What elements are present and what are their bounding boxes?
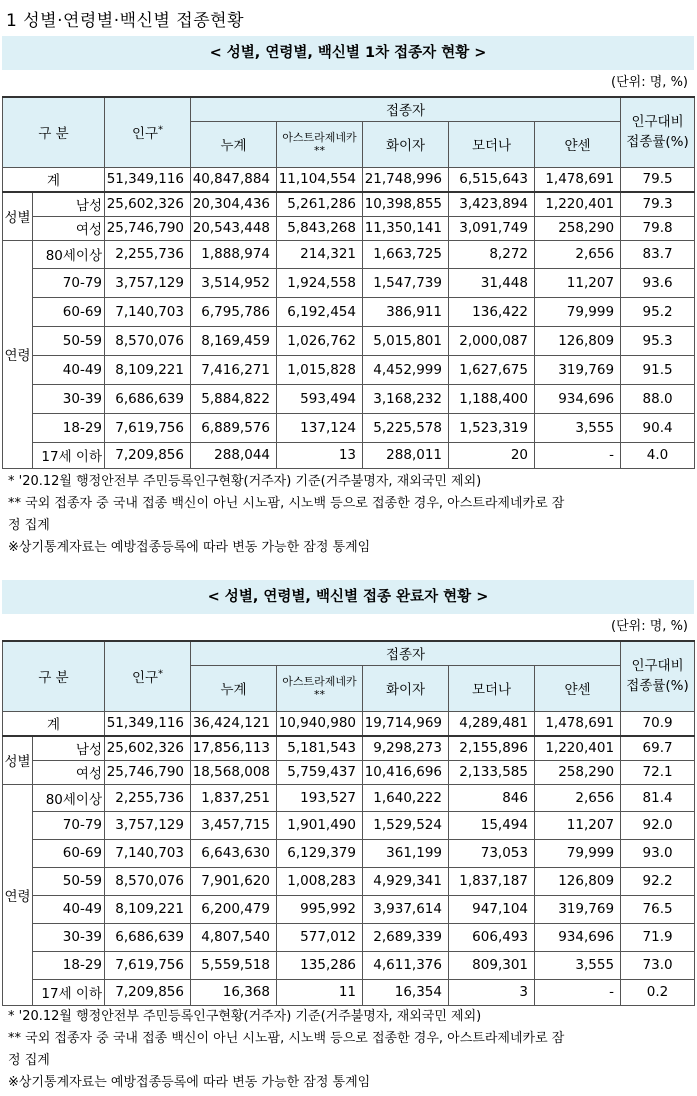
table-cell: 31,448 (449, 268, 535, 297)
table-cell: 95.3 (621, 326, 695, 355)
header-rate: 인구대비 접종률(%) (621, 641, 695, 711)
table-cell: 4,289,481 (449, 711, 535, 736)
table-cell: 20 (449, 442, 535, 468)
table-cell: 21,748,996 (363, 167, 449, 192)
table-cell: 72.1 (621, 760, 695, 784)
table-cell: 1,523,319 (449, 413, 535, 442)
note-line: ** 국외 접종자 중 국내 접종 백신이 아닌 시노팜, 시노백 등으로 접종한 경우, 아스트라제네카로 잠 (8, 1030, 565, 1046)
table-cell: 8,570,076 (105, 867, 191, 895)
header-population: 인구* (105, 97, 191, 167)
table-cell: 4,611,376 (363, 951, 449, 979)
table-cell: 6,686,639 (105, 384, 191, 413)
table-cell: 4,807,540 (191, 923, 277, 951)
table-cell: 25,746,790 (105, 760, 191, 784)
table-cell: 846 (449, 784, 535, 811)
table-cell: 76.5 (621, 895, 695, 923)
table-row-age (3, 811, 695, 839)
table-cell: 1,015,828 (277, 355, 363, 384)
table-cell: 5,759,437 (277, 760, 363, 784)
row-group-age: 연령 (3, 240, 33, 468)
table-row-age (3, 268, 695, 297)
table-cell: 16,368 (191, 979, 277, 1005)
table-cell: 83.7 (621, 240, 695, 268)
header-moderna: 모더나 (449, 665, 535, 711)
row-label: 여성 (33, 760, 105, 784)
table-cell: 79,999 (535, 839, 621, 867)
table-cell: 3,757,129 (105, 811, 191, 839)
table-cell: 288,044 (191, 442, 277, 468)
table-cell: 3,555 (535, 413, 621, 442)
table-cell: 1,026,762 (277, 326, 363, 355)
table-cell: 0.2 (621, 979, 695, 1005)
table-cell: 3,457,715 (191, 811, 277, 839)
table-cell: 11,104,554 (277, 167, 363, 192)
row-label: 60-69 (33, 297, 105, 326)
table-cell: 193,527 (277, 784, 363, 811)
table-cell: 3,091,749 (449, 216, 535, 240)
table-row-age (3, 413, 695, 442)
row-label: 80세이상 (33, 240, 105, 268)
table-cell: 73.0 (621, 951, 695, 979)
header-recipients: 접종자 (191, 641, 621, 665)
table-cell: 137,124 (277, 413, 363, 442)
note-line: 정 집계 (8, 1052, 50, 1068)
header-total: 누계 (191, 121, 277, 167)
table-cell: 79,999 (535, 297, 621, 326)
table-cell: 593,494 (277, 384, 363, 413)
table-cell: 3,937,614 (363, 895, 449, 923)
row-label: 40-49 (33, 355, 105, 384)
row-label: 남성 (33, 192, 105, 216)
first-dose-title: < 성별, 연령별, 백신별 1차 접종자 현황 > (2, 36, 694, 70)
complete-dose-notes (2, 1006, 694, 1094)
table-cell: 4,452,999 (363, 355, 449, 384)
table-cell: 2,255,736 (105, 240, 191, 268)
table-cell: 1,901,490 (277, 811, 363, 839)
table-cell: 2,689,339 (363, 923, 449, 951)
table-cell: 81.4 (621, 784, 695, 811)
table-cell: 1,188,400 (449, 384, 535, 413)
table-cell: 3,423,894 (449, 192, 535, 216)
header-rate: 인구대비 접종률(%) (621, 97, 695, 167)
row-label: 남성 (33, 736, 105, 760)
table-cell: 18,568,008 (191, 760, 277, 784)
table-cell: 93.6 (621, 268, 695, 297)
table-cell: 25,602,326 (105, 192, 191, 216)
table-cell: 1,220,401 (535, 736, 621, 760)
table-row-total (3, 711, 695, 736)
table-cell: 5,261,286 (277, 192, 363, 216)
table-cell: 25,746,790 (105, 216, 191, 240)
table-cell: 51,349,116 (105, 167, 191, 192)
table-cell: 3 (449, 979, 535, 1005)
table-cell: 1,924,558 (277, 268, 363, 297)
complete-dose-title: < 성별, 연령별, 백신별 접종 완료자 현황 > (2, 580, 694, 614)
table-cell: 51,349,116 (105, 711, 191, 736)
complete-dose-section (2, 580, 694, 1094)
table-cell: 79.3 (621, 192, 695, 216)
header-total: 누계 (191, 665, 277, 711)
table-cell: - (535, 442, 621, 468)
table-cell: 10,416,696 (363, 760, 449, 784)
table-cell: 288,011 (363, 442, 449, 468)
table-row-male (3, 736, 695, 760)
table-cell: 386,911 (363, 297, 449, 326)
table-row-male (3, 192, 695, 216)
table-cell: 17,856,113 (191, 736, 277, 760)
row-label: 70-79 (33, 811, 105, 839)
table-cell: 7,619,756 (105, 413, 191, 442)
table-cell: 3,757,129 (105, 268, 191, 297)
table-cell: 15,494 (449, 811, 535, 839)
note-line: ** 국외 접종자 중 국내 접종 백신이 아닌 시노팜, 시노백 등으로 접종한 경우, 아스트라제네카로 잠 (8, 495, 565, 511)
table-cell: 36,424,121 (191, 711, 277, 736)
table-cell: 2,133,585 (449, 760, 535, 784)
table-cell: 4,929,341 (363, 867, 449, 895)
table-row-female (3, 216, 695, 240)
table-cell: 40,847,884 (191, 167, 277, 192)
table-cell: 5,181,543 (277, 736, 363, 760)
table-row-age (3, 895, 695, 923)
row-label: 50-59 (33, 326, 105, 355)
table-cell: 947,104 (449, 895, 535, 923)
table-cell: 11,207 (535, 268, 621, 297)
table-cell: 2,000,087 (449, 326, 535, 355)
table-row-age (3, 923, 695, 951)
table-cell: 9,298,273 (363, 736, 449, 760)
row-group-age: 연령 (3, 784, 33, 1005)
table-cell: 25,602,326 (105, 736, 191, 760)
header-group: 구 분 (3, 97, 105, 167)
table-cell: 92.2 (621, 867, 695, 895)
table-cell: 8,109,221 (105, 895, 191, 923)
table-cell: 73,053 (449, 839, 535, 867)
first-dose-table (2, 96, 695, 469)
table-cell: 2,656 (535, 784, 621, 811)
table-cell: 258,290 (535, 760, 621, 784)
table-cell: 135,286 (277, 951, 363, 979)
table-cell: 5,015,801 (363, 326, 449, 355)
table-row-age (3, 839, 695, 867)
table-cell: 258,290 (535, 216, 621, 240)
table-cell: 1,837,251 (191, 784, 277, 811)
row-label: 30-39 (33, 923, 105, 951)
table-cell: 1,663,725 (363, 240, 449, 268)
table-cell: 6,795,786 (191, 297, 277, 326)
note-line: * '20.12월 행정안전부 주민등록인구현황(거주자) 기준(거주불명자, 재외국민 제외) (8, 1008, 482, 1024)
row-label: 60-69 (33, 839, 105, 867)
row-label: 70-79 (33, 268, 105, 297)
header-janssen: 얀센 (535, 665, 621, 711)
header-population: 인구* (105, 641, 191, 711)
table-cell: 88.0 (621, 384, 695, 413)
table-row-age (3, 240, 695, 268)
row-group-sex: 성별 (3, 192, 33, 240)
table-cell: 3,168,232 (363, 384, 449, 413)
table-cell: 4.0 (621, 442, 695, 468)
table-cell: 71.9 (621, 923, 695, 951)
table-cell: 11,207 (535, 811, 621, 839)
table-cell: 361,199 (363, 839, 449, 867)
table-cell: 995,992 (277, 895, 363, 923)
table-cell: 606,493 (449, 923, 535, 951)
table-cell: 5,559,518 (191, 951, 277, 979)
table-cell: 7,901,620 (191, 867, 277, 895)
table-cell: 319,769 (535, 355, 621, 384)
table-cell: - (535, 979, 621, 1005)
table-cell: 93.0 (621, 839, 695, 867)
table-cell: 70.9 (621, 711, 695, 736)
table-cell: 1,837,187 (449, 867, 535, 895)
table-cell: 79.8 (621, 216, 695, 240)
table-cell: 8,109,221 (105, 355, 191, 384)
row-label: 18-29 (33, 413, 105, 442)
table-row-age (3, 784, 695, 811)
table-cell: 6,515,643 (449, 167, 535, 192)
table-row-age (3, 442, 695, 468)
table-cell: 7,209,856 (105, 979, 191, 1005)
page-heading: 1 성별·연령별·백신별 접종현황 (6, 11, 244, 31)
table-row-age (3, 384, 695, 413)
table-cell: 6,686,639 (105, 923, 191, 951)
table-cell: 2,255,736 (105, 784, 191, 811)
row-label: 17세 이하 (33, 442, 105, 468)
table-cell: 1,478,691 (535, 167, 621, 192)
header-astra: 아스트라제네카 ** (277, 121, 363, 167)
first-dose-unit: (단위: 명, %) (2, 70, 694, 96)
note-line: * '20.12월 행정안전부 주민등록인구현황(거주자) 기준(거주불명자, 재외국민 제외) (8, 473, 482, 489)
table-cell: 8,169,459 (191, 326, 277, 355)
table-row-age (3, 951, 695, 979)
table-cell: 2,155,896 (449, 736, 535, 760)
header-recipients: 접종자 (191, 97, 621, 121)
header-moderna: 모더나 (449, 121, 535, 167)
first-dose-section (2, 36, 694, 559)
table-cell: 79.5 (621, 167, 695, 192)
row-label: 여성 (33, 216, 105, 240)
table-row-age (3, 867, 695, 895)
complete-dose-unit: (단위: 명, %) (2, 614, 694, 640)
table-cell: 7,619,756 (105, 951, 191, 979)
table-cell: 91.5 (621, 355, 695, 384)
table-cell: 10,398,855 (363, 192, 449, 216)
table-cell: 126,809 (535, 867, 621, 895)
row-label: 18-29 (33, 951, 105, 979)
table-cell: 809,301 (449, 951, 535, 979)
header-pfizer: 화이자 (363, 121, 449, 167)
table-row-female (3, 760, 695, 784)
table-row-age (3, 326, 695, 355)
table-cell: 7,209,856 (105, 442, 191, 468)
table-cell: 6,129,379 (277, 839, 363, 867)
table-cell: 8,272 (449, 240, 535, 268)
table-cell: 13 (277, 442, 363, 468)
complete-dose-table (2, 640, 695, 1006)
table-row-total (3, 167, 695, 192)
table-cell: 1,529,524 (363, 811, 449, 839)
note-line: 정 집계 (8, 517, 50, 533)
table-cell: 1,220,401 (535, 192, 621, 216)
table-cell: 69.7 (621, 736, 695, 760)
table-cell: 1,478,691 (535, 711, 621, 736)
table-row-age (3, 355, 695, 384)
table-cell: 3,555 (535, 951, 621, 979)
row-label: 40-49 (33, 895, 105, 923)
table-cell: 6,192,454 (277, 297, 363, 326)
table-cell: 20,304,436 (191, 192, 277, 216)
table-cell: 7,140,703 (105, 839, 191, 867)
table-cell: 934,696 (535, 923, 621, 951)
table-cell: 1,547,739 (363, 268, 449, 297)
table-cell: 10,940,980 (277, 711, 363, 736)
table-cell: 90.4 (621, 413, 695, 442)
table-cell: 92.0 (621, 811, 695, 839)
table-cell: 3,514,952 (191, 268, 277, 297)
row-label: 계 (3, 711, 105, 736)
row-group-sex: 성별 (3, 736, 33, 784)
row-label: 30-39 (33, 384, 105, 413)
header-pfizer: 화이자 (363, 665, 449, 711)
row-label: 80세이상 (33, 784, 105, 811)
header-group: 구 분 (3, 641, 105, 711)
table-cell: 5,225,578 (363, 413, 449, 442)
table-row-age (3, 297, 695, 326)
table-cell: 95.2 (621, 297, 695, 326)
table-cell: 16,354 (363, 979, 449, 1005)
table-cell: 126,809 (535, 326, 621, 355)
table-cell: 1,888,974 (191, 240, 277, 268)
table-cell: 11,350,141 (363, 216, 449, 240)
table-cell: 214,321 (277, 240, 363, 268)
row-label: 17세 이하 (33, 979, 105, 1005)
table-cell: 6,200,479 (191, 895, 277, 923)
table-cell: 1,008,283 (277, 867, 363, 895)
table-cell: 6,889,576 (191, 413, 277, 442)
table-cell: 8,570,076 (105, 326, 191, 355)
table-cell: 1,627,675 (449, 355, 535, 384)
header-astra: 아스트라제네카 ** (277, 665, 363, 711)
table-cell: 7,140,703 (105, 297, 191, 326)
header-janssen: 얀센 (535, 121, 621, 167)
first-dose-notes (2, 471, 694, 559)
table-cell: 6,643,630 (191, 839, 277, 867)
row-label: 50-59 (33, 867, 105, 895)
table-cell: 1,640,222 (363, 784, 449, 811)
note-line: ※상기통계자료는 예방접종등록에 따라 변동 가능한 잠정 통계임 (8, 1074, 371, 1090)
note-line: ※상기통계자료는 예방접종등록에 따라 변동 가능한 잠정 통계임 (8, 539, 371, 555)
table-cell: 2,656 (535, 240, 621, 268)
table-cell: 577,012 (277, 923, 363, 951)
table-cell: 7,416,271 (191, 355, 277, 384)
table-cell: 19,714,969 (363, 711, 449, 736)
table-cell: 136,422 (449, 297, 535, 326)
table-cell: 20,543,448 (191, 216, 277, 240)
table-cell: 319,769 (535, 895, 621, 923)
row-label: 계 (3, 167, 105, 192)
table-cell: 5,884,822 (191, 384, 277, 413)
table-cell: 11 (277, 979, 363, 1005)
table-row-age (3, 979, 695, 1005)
table-cell: 934,696 (535, 384, 621, 413)
table-cell: 5,843,268 (277, 216, 363, 240)
